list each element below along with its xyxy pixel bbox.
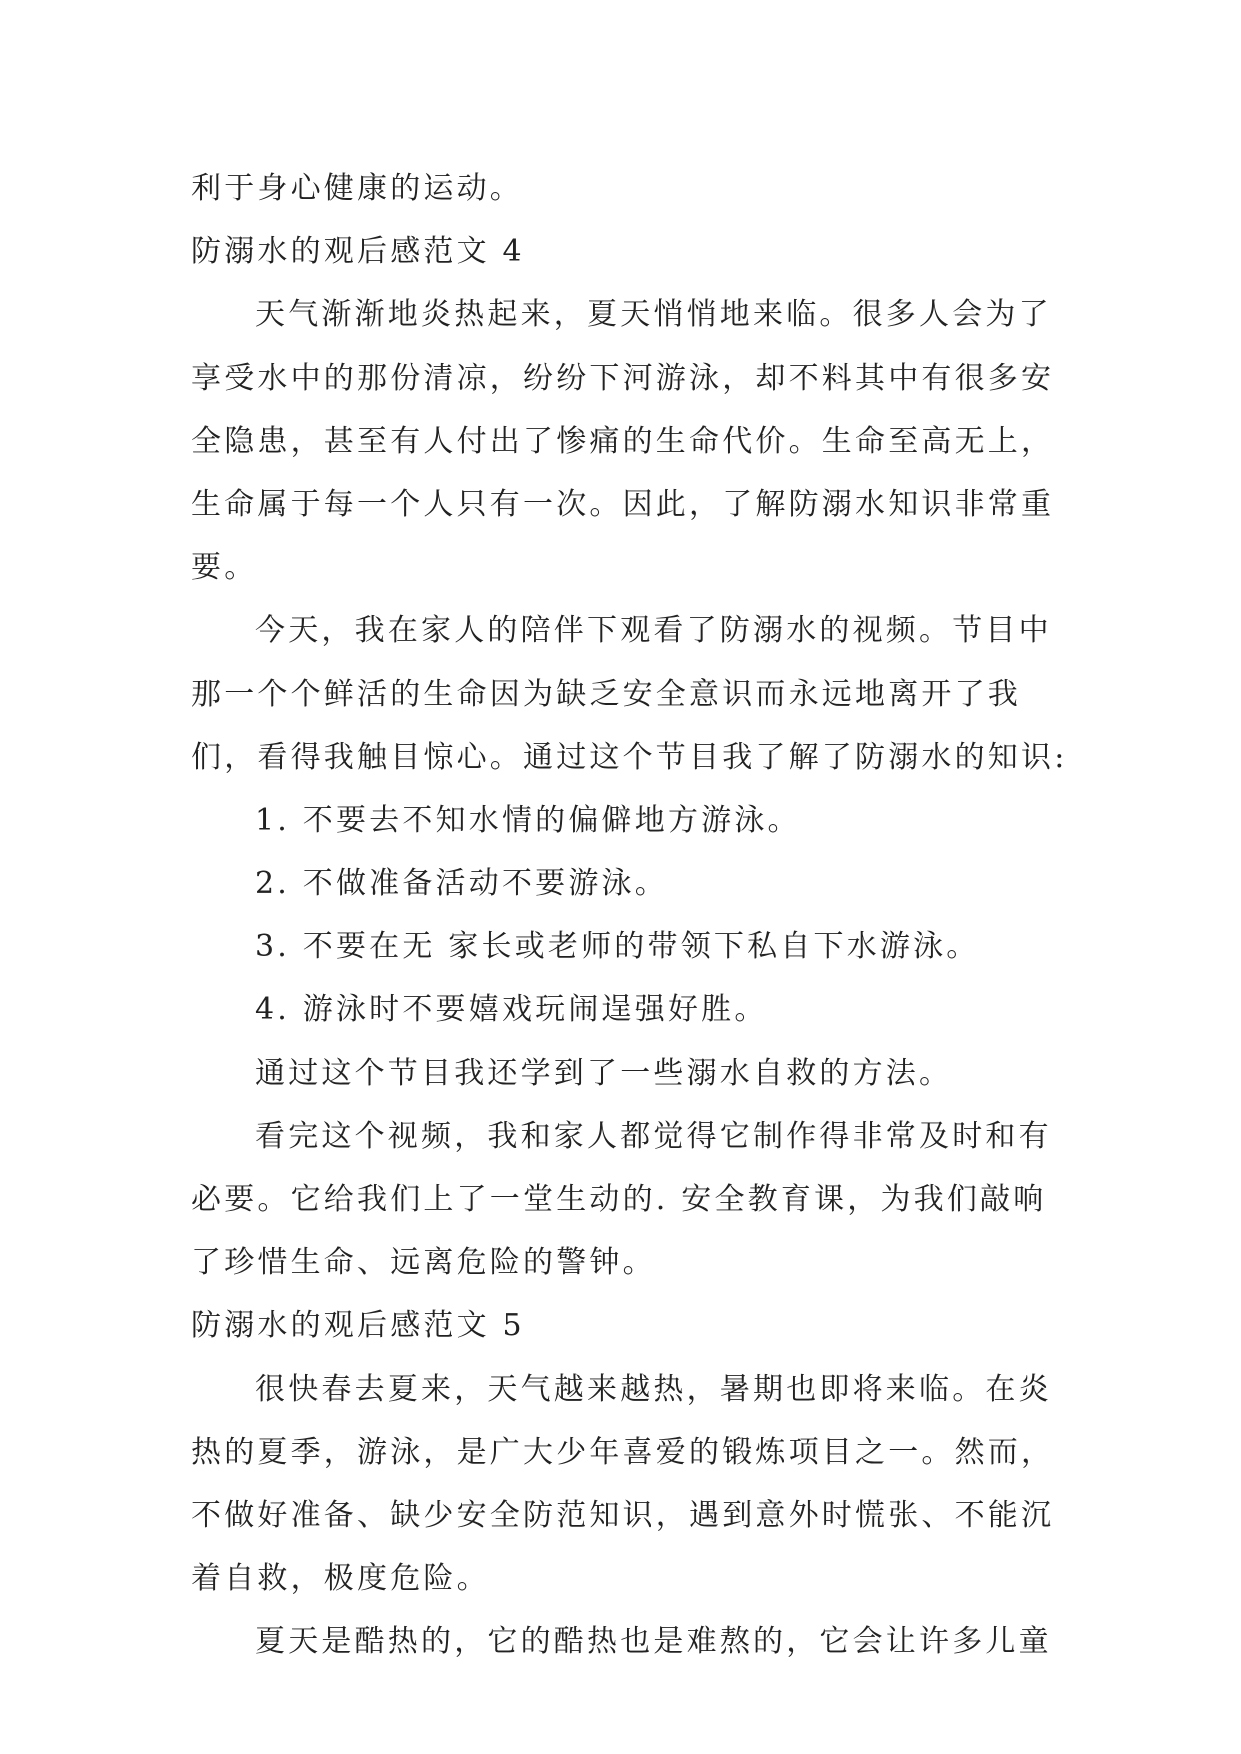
paragraph-line: 必要。它给我们上了一堂生动的. 安全教育课，为我们敲响 bbox=[191, 1182, 1047, 1217]
paragraph-line: 不做好准备、缺少安全防范知识，遇到意外时慌张、不能沉 bbox=[191, 1497, 1055, 1533]
list-item: 4. 游泳时不要嬉戏玩闹逞强好胜。 bbox=[255, 992, 768, 1028]
paragraph-line: 利于身心健康的运动。 bbox=[191, 171, 523, 206]
paragraph-line: 着自救，极度危险。 bbox=[191, 1561, 490, 1597]
paragraph-line: 热的夏季，游泳，是广大少年喜爱的锻炼项目之一。然而， bbox=[191, 1434, 1055, 1470]
paragraph-line: 看完这个视频，我和家人都觉得它制作得非常及时和有 bbox=[255, 1118, 1052, 1154]
paragraph-line: 天气渐渐地炎热起来，夏天悄悄地来临。很多人会为了 bbox=[255, 297, 1052, 333]
paragraph-line: 生命属于每一个人只有一次。因此，了解防溺水知识非常重 bbox=[191, 486, 1055, 522]
paragraph-line: 夏天是酷热的，它的酷热也是难熬的，它会让许多儿童 bbox=[255, 1624, 1052, 1660]
paragraph-line: 要。 bbox=[191, 550, 258, 586]
section-heading-4: 防溺水的观后感范文 4 bbox=[191, 234, 525, 270]
paragraph-line: 今天，我在家人的陪伴下观看了防溺水的视频。节目中 bbox=[255, 613, 1052, 649]
paragraph-line: 很快春去夏来，天气越来越热，暑期也即将来临。在炎 bbox=[255, 1371, 1052, 1407]
list-item: 1. 不要去不知水情的偏僻地方游泳。 bbox=[255, 802, 801, 838]
section-heading-5: 防溺水的观后感范文 5 bbox=[191, 1308, 525, 1344]
paragraph-line: 们，看得我触目惊心。通过这个节目我了解了防溺水的知识: bbox=[191, 739, 1068, 775]
paragraph-line: 通过这个节目我还学到了一些溺水自救的方法。 bbox=[255, 1055, 953, 1091]
paragraph-line: 了珍惜生命、远离危险的警钟。 bbox=[191, 1245, 656, 1281]
paragraph-line: 享受水中的那份清凉，纷纷下河游泳，却不料其中有很多安 bbox=[191, 360, 1055, 396]
paragraph-line: 全隐患，甚至有人付出了惨痛的生命代价。生命至高无上， bbox=[191, 423, 1055, 459]
document-body bbox=[191, 157, 1068, 1674]
list-item: 3. 不要在无 家长或老师的带领下私自下水游泳。 bbox=[255, 929, 980, 965]
paragraph-line: 那一个个鲜活的生命因为缺乏安全意识而永远地离开了我 bbox=[191, 676, 1021, 712]
list-item: 2. 不做准备活动不要游泳。 bbox=[255, 866, 668, 902]
